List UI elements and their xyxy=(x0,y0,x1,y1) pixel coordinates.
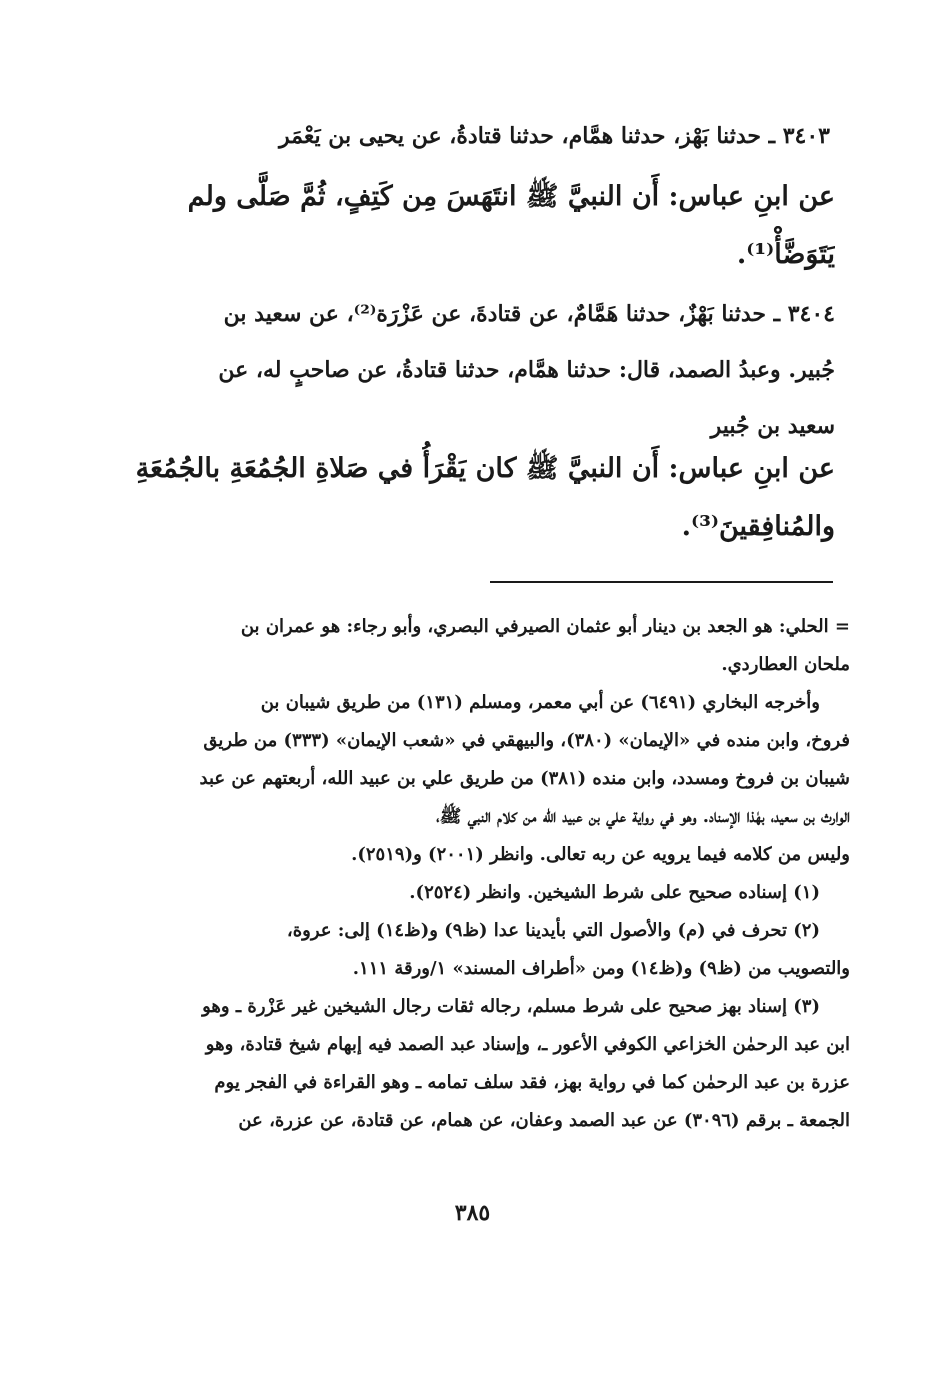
hadith-3404-chain-line-3: سعيد بن جُبير xyxy=(710,413,835,439)
takhrij-line-4: الوارث بن سعيد، بهٰذا الإسناد. وهو في رواية علي بن عبيد الله من كلام النبي ﷺ، xyxy=(436,806,850,827)
footnote-3-line-4: الجمعة ـ برقم (٣٠٩٦) عن عبد الصمد وعفان، عن همام، عن قتادة، عن عزرة، عن xyxy=(238,1110,850,1131)
footnote-3-line-1: (٣) إسناد بهز صحيح على شرط مسلم، رجاله ثقات رجال الشيخين غير عَزْرة ـ وهو xyxy=(202,996,820,1017)
footnote-3-line-3: عزرة بن عبد الرحمٰن كما في رواية بهز، فقد سلف تمامه ـ وهو القراءة في الفجر يوم xyxy=(214,1072,850,1093)
hadith-3403-matn-line-1: عن ابنِ عباس: أَن النبيَّ ﷺ انتَهَسَ مِن كَتِفٍ، ثُمَّ صَلَّى ولم xyxy=(187,181,835,212)
takhrij-line-3: شيبان بن فروخ ومسدد، وابن منده (٣٨١) من طريق علي بن عبيد الله، أربعتهم عن عبد xyxy=(199,768,850,789)
hadith-3404-chain-line-1: ٣٤٠٤ ـ حدثنا بَهْزٌ، حدثنا هَمَّامٌ، عن قتادةَ، عن عَزْرَة⁽²⁾، عن سعيد بن xyxy=(223,301,835,327)
hadith-3403-matn xyxy=(130,168,835,284)
hadith-3404-matn-line-1: عن ابنِ عباس: أَن النبيَّ ﷺ كان يَقْرَأُ في صَلاةِ الجُمُعَةِ بالجُمُعَةِ xyxy=(135,453,835,484)
footnote-3-line-2: ابن عبد الرحمٰن الخزاعي الكوفي الأعور ـ، وإسناد عبد الصمد فيه إبهام شيخ قتادة، وهو xyxy=(205,1034,850,1055)
hadith-3403-chain-line: ٣٤٠٣ ـ حدثنا بَهْز، حدثنا همَّام، حدثنا قتادةُ، عن يحيى بن يَعْمَر xyxy=(279,123,830,149)
footnote-continuation-line-1: = الحلي: هو الجعد بن دينار أبو عثمان الصيرفي البصري، وأبو رجاء: هو عمران بن xyxy=(240,616,850,637)
hadith-3403-chain xyxy=(205,108,830,164)
hadith-3404-matn-line-2: والمُنافِقينَ⁽³⁾. xyxy=(681,511,835,542)
footnotes xyxy=(135,608,850,1140)
takhrij-line-5: وليس من كلامه فيما يرويه عن ربه تعالى. وانظر (٢٠٠١) و(٢٥١٩). xyxy=(351,844,850,865)
footnote-2-line-1: (٢) تحرف في (م) والأصول التي بأيدينا عدا (ظ٩) و(ظ١٤) إلى: عروة، xyxy=(286,920,820,941)
footnote-separator xyxy=(490,581,833,583)
hadith-3404-chain-line-2: جُبير. وعبدُ الصمد، قال: حدثنا همَّام، حدثنا قتادةُ، عن صاحبٍ له، عن xyxy=(218,357,835,383)
hadith-3403-matn-line-2: يَتَوَضَّأْ⁽¹⁾. xyxy=(736,239,835,270)
page-number: ٣٨٥ xyxy=(454,1200,491,1226)
hadith-3404-matn xyxy=(135,440,835,556)
footnote-2-line-2: والتصويب من (ظ٩) و(ظ١٤) ومن «أطراف المسند» ١/ورقة ١١١. xyxy=(352,958,850,979)
hadith-3404-chain xyxy=(135,286,835,454)
footnote-continuation-line-2: ملحان العطاردي. xyxy=(721,654,850,675)
takhrij-line-2: فروخ، وابن منده في «الإيمان» (٣٨٠)، والبيهقي في «شعب الإيمان» (٣٣٣) من طريق xyxy=(203,730,850,751)
takhrij-line-1: وأخرجه البخاري (٦٤٩١) عن أبي معمر، ومسلم (١٣١) من طريق شيبان بن xyxy=(260,692,820,713)
footnote-1: (١) إسناده صحيح على شرط الشيخين. وانظر (٢٥٢٤). xyxy=(409,882,820,903)
